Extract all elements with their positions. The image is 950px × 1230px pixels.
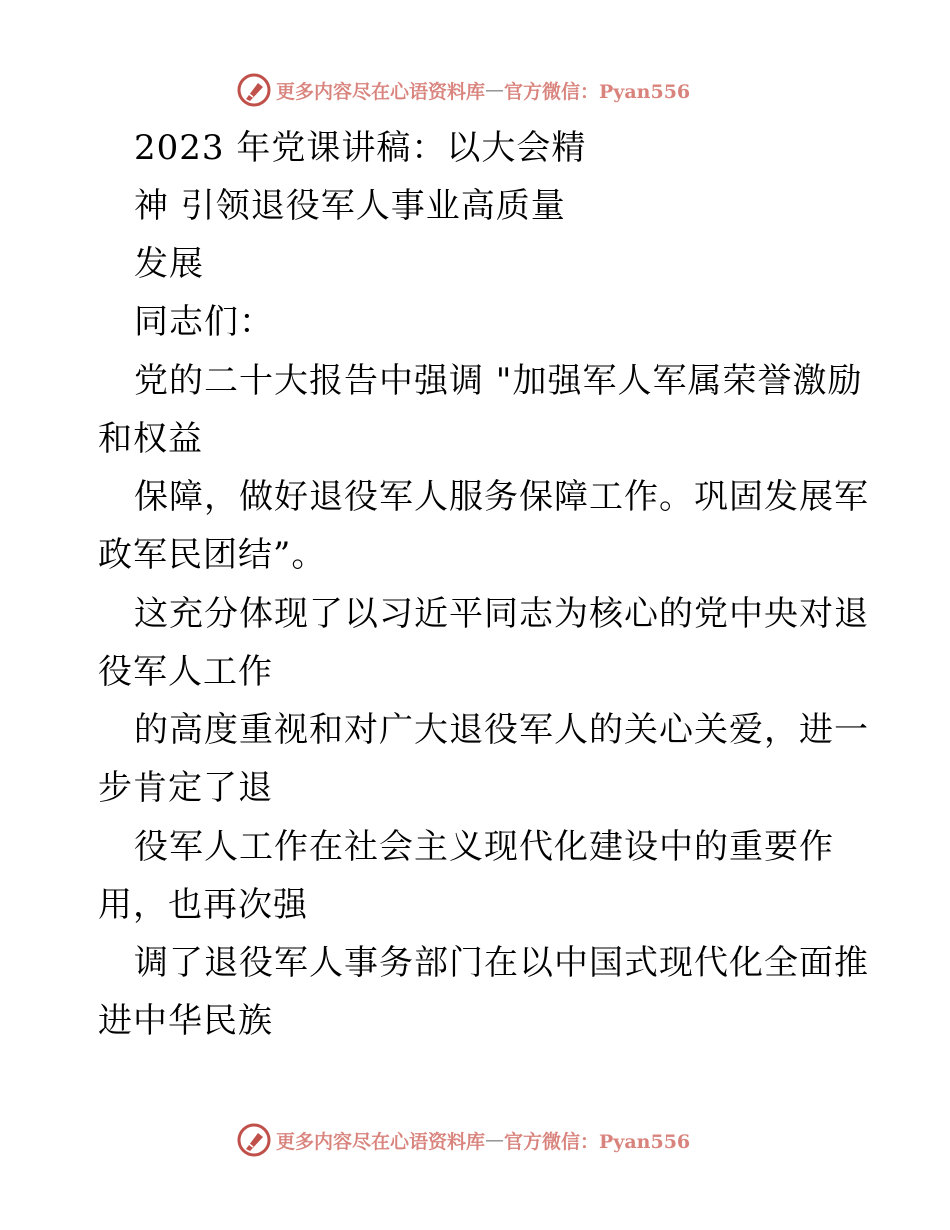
pen-nib-circle-icon bbox=[236, 72, 272, 108]
body-line: 党的二十大报告中强调 "加强军人军属荣誉激励 bbox=[134, 361, 863, 401]
title-line-2: 神 引领退役军人事业高质量 bbox=[134, 186, 566, 226]
title-line-3: 发展 bbox=[134, 244, 204, 284]
title-line-1: 2023 年党课讲稿：以大会精 bbox=[134, 128, 587, 168]
body-line: 和权益 bbox=[98, 419, 203, 459]
footer-watermark bbox=[236, 1120, 690, 1160]
watermark-separator: — bbox=[485, 79, 505, 101]
body-line: 政军民团结”。 bbox=[98, 535, 327, 575]
body-line: 役军人工作在社会主义现代化建设中的重要作 bbox=[134, 827, 834, 867]
watermark-text: 更多内容尽在心语资料库 bbox=[276, 1130, 486, 1153]
body-line: 保障，做好退役军人服务保障工作。巩固发展军 bbox=[134, 477, 869, 517]
salutation: 同志们： bbox=[134, 302, 274, 342]
body-line: 这充分体现了以习近平同志为核心的党中央对退 bbox=[134, 594, 869, 634]
pen-nib-circle-icon bbox=[236, 1122, 272, 1158]
watermark-account: 官方微信：Pyan556 bbox=[504, 1130, 691, 1153]
body-line: 步肯定了退 bbox=[98, 768, 273, 808]
watermark-text: 更多内容尽在心语资料库 bbox=[276, 80, 486, 103]
body-line: 调了退役军人事务部门在以中国式现代化全面推 bbox=[134, 943, 869, 983]
body-line: 用，也再次强 bbox=[98, 885, 308, 925]
watermark-account: 官方微信：Pyan556 bbox=[504, 80, 691, 103]
header-watermark bbox=[236, 70, 690, 110]
body-line: 役军人工作 bbox=[98, 652, 273, 692]
body-line: 的高度重视和对广大退役军人的关心关爱，进一 bbox=[134, 710, 869, 750]
body-line: 进中华民族 bbox=[98, 1001, 273, 1041]
watermark-separator: — bbox=[485, 1129, 505, 1151]
